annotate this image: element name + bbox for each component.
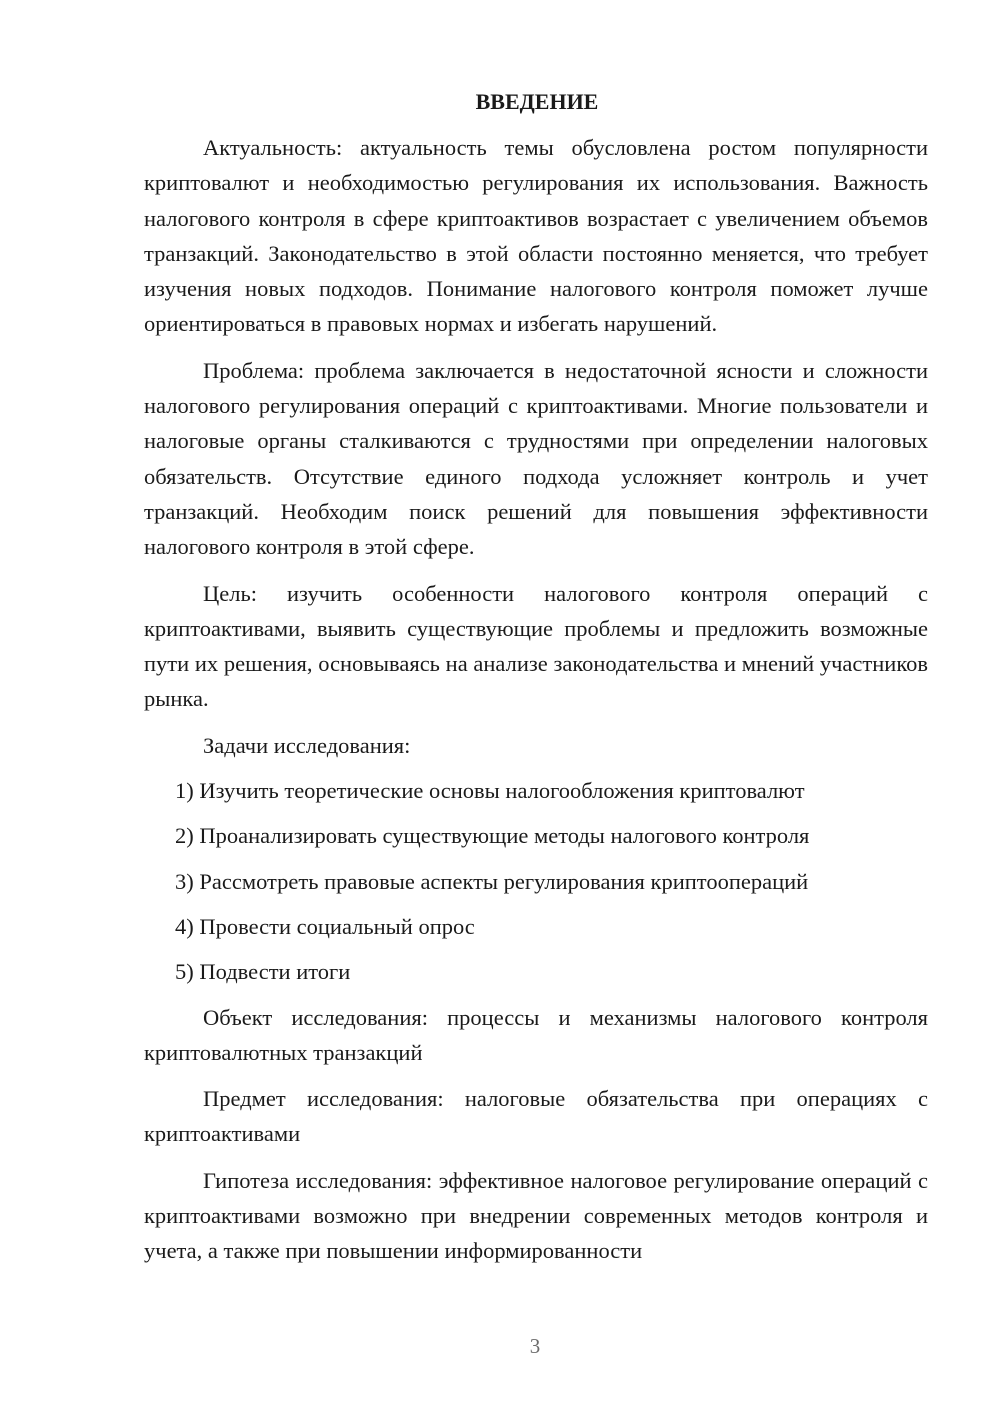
page-number: 3 (529, 1334, 541, 1358)
task-item-3: 3) Рассмотреть правовые аспекты регулирования криптоопераций (175, 868, 809, 894)
section-title: ВВЕДЕНИЕ (475, 89, 599, 114)
task-item-1: 1) Изучить теоретические основы налогообложения криптовалют (175, 778, 805, 804)
hypothesis-paragraph: Гипотеза исследования: эффективное налоговое регулирование операций с криптоактивами возможно при внедрении современных методов контроля и учета, а также при повышении информированности (144, 1167, 928, 1264)
tasks-heading: Задачи исследования: (203, 732, 411, 758)
goal-paragraph: Цель: изучить особенности налогового контроля операций с криптоактивами, выявить существующие проблемы и предложить возможные пути их решения, основываясь на анализе законодательства и мнений участников рынка. (144, 580, 928, 712)
task-item-4: 4) Провести социальный опрос (175, 913, 475, 939)
task-item-5: 5) Подвести итоги (175, 959, 351, 985)
problem-paragraph: Проблема: проблема заключается в недостаточной ясности и сложности налогового регулирования операций с криптоактивами. Многие пользователи и налоговые органы сталкиваются с трудностями при определении налоговых обязательств. Отсутствие единого подхода усложняет контроль и учет транзакций. Необходим поиск решений для повышения эффективности налогового контроля в этой сфере. (144, 357, 928, 560)
subject-paragraph: Предмет исследования: налоговые обязательства при операциях с криптоактивами (144, 1086, 928, 1147)
document-page (144, 90, 928, 1280)
task-item-2: 2) Проанализировать существующие методы налогового контроля (175, 823, 810, 849)
object-paragraph: Объект исследования: процессы и механизмы налогового контроля криптовалютных транзакций (144, 1004, 928, 1065)
relevance-paragraph: Актуальность: актуальность темы обусловлена ростом популярности криптовалют и необходимостью регулирования их использования. Важность налогового контроля в сфере криптоактивов возрастает с увеличением объемов транзакций. Законодательство в этой области постоянно меняется, что требует изучения новых подходов. Понимание налогового контроля поможет лучше ориентироваться в правовых нормах и избегать нарушений. (144, 135, 928, 337)
